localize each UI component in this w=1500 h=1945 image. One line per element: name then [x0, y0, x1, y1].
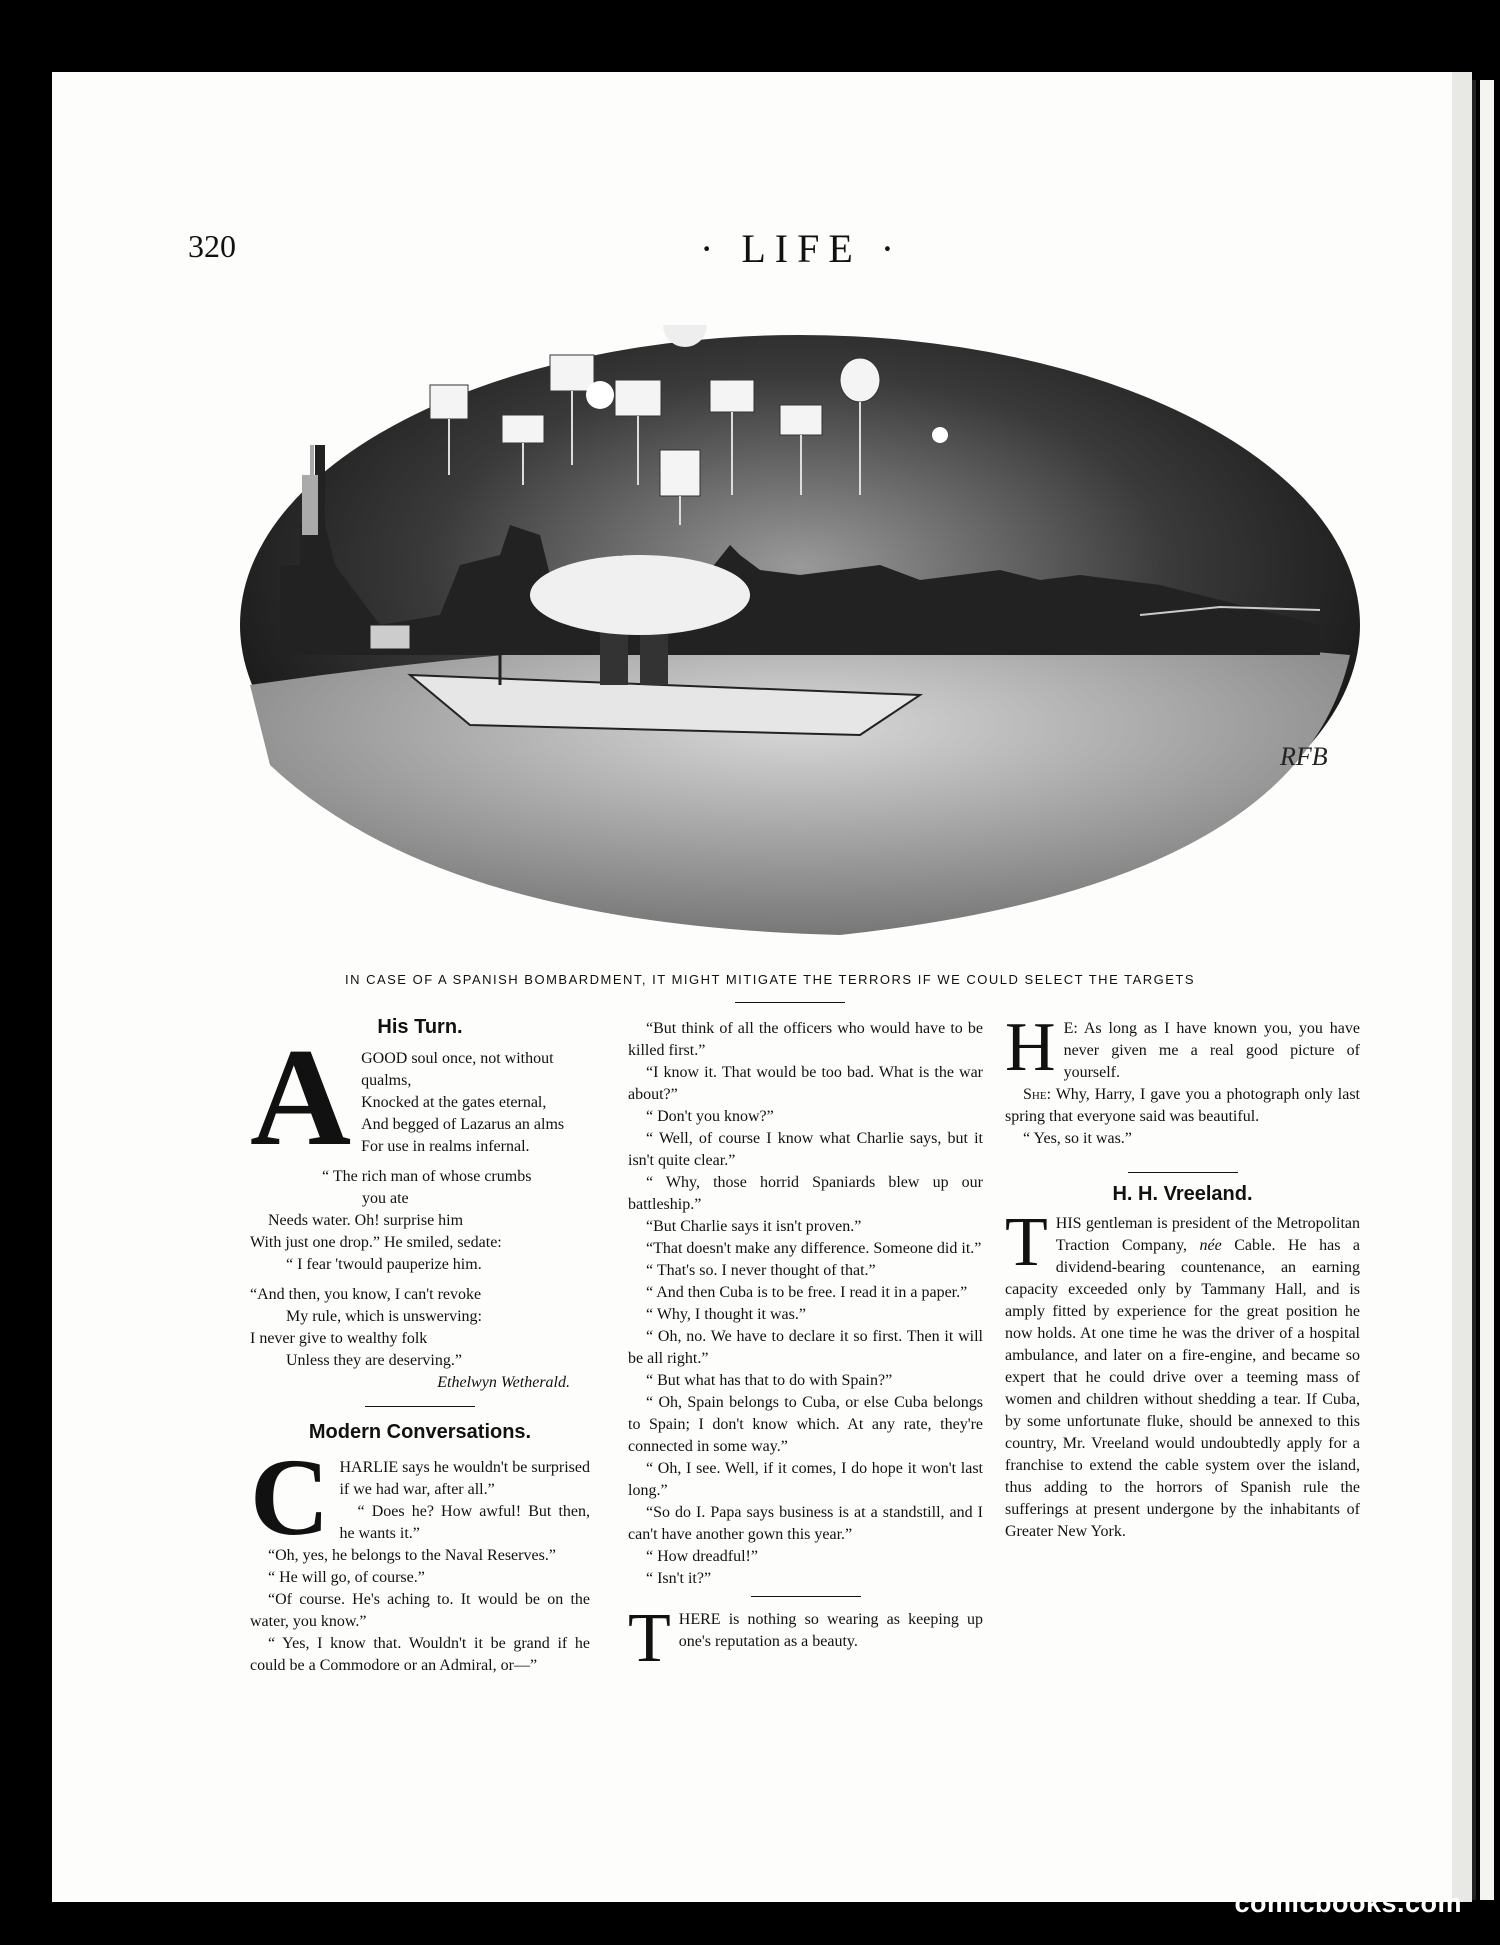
column-middle — [628, 1018, 983, 1677]
paragraph: “ That's so. I never thought of that.” — [646, 1262, 876, 1279]
paragraph: “ Yes, so it was.” — [1023, 1130, 1132, 1147]
paragraph: “ Oh, I see. Well, if it comes, I do hope it won't last long.” — [628, 1460, 983, 1499]
section-rule — [751, 1596, 861, 1597]
paragraph: “ Don't you know?” — [646, 1108, 774, 1125]
illustration-caption: IN CASE OF A SPANISH BOMBARDMENT, IT MIGHT MITIGATE THE TERRORS IF WE COULD SELECT THE TARGETS — [344, 972, 1196, 987]
poem-author: Ethelwyn Wetherald. — [437, 1374, 570, 1391]
drop-cap-t2: T — [1005, 1204, 1048, 1281]
drop-cap-t: T — [628, 1600, 671, 1677]
poem-line: And begged of Lazarus an alms — [361, 1116, 565, 1133]
vreeland-text — [1005, 1204, 1360, 1543]
section-rule — [365, 1406, 475, 1407]
drop-cap-c: C — [250, 1436, 330, 1558]
poem-line: I never give to wealthy folk — [250, 1330, 428, 1347]
paragraph: “Of course. He's aching to. It would be on the water, you know.” — [250, 1591, 590, 1630]
paragraph: “ Well, of course I know what Charlie says, but it isn't quite clear.” — [628, 1130, 983, 1169]
masthead: · LIFE · — [700, 226, 904, 271]
drop-cap-h: H — [1005, 1009, 1056, 1086]
paragraph: “So do I. Papa says business is at a standstill, and I can't have another gown this year.” — [628, 1504, 983, 1543]
watermark: comicbooks.com — [1234, 1888, 1462, 1918]
nee-word: née — [1199, 1237, 1222, 1254]
column-left — [250, 1016, 590, 1677]
speaker-label: She — [1023, 1086, 1047, 1103]
poem-line: GOOD soul once, not without qualms, — [361, 1050, 554, 1089]
bombardment-illustration — [240, 325, 1420, 945]
poem-line: With just one drop.” He smiled, sedate: — [250, 1234, 502, 1251]
modern-conversations-text — [250, 1436, 590, 1677]
paragraph: “ Isn't it?” — [646, 1570, 712, 1587]
paragraph: “ Oh, Spain belongs to Cuba, or else Cuba belongs to Spain; I don't know which. At any rate, they're connected in some way.” — [628, 1394, 983, 1455]
column-right — [1005, 1009, 1360, 1543]
vreeland-text-b: Cable. He has a dividend-bearing countenance, an earning capacity exceeded only by Tammany Hall, and is amply fitted by experience for the great position he now holds. At one time he was the driver of a hospital ambulance, and later on a fire-engine, and became so expert that he could drive over a teeming mass of women and children without shedding a tear. If Cuba, by some unfortunate fluke, should be annexed to this country, Mr. Vreeland would undoubtedly apply for a franchise to extend the cable system over the island, thus adding to the horrors of Spanish rule the sufferings at present undergone by the inhabitants of Greater New York. — [1005, 1237, 1360, 1540]
poem-line: “And then, you know, I can't revoke — [250, 1286, 482, 1303]
drop-cap-a: A — [250, 1020, 352, 1175]
paragraph: “ Oh, no. We have to declare it so first. Then it will be all right.” — [628, 1328, 983, 1367]
his-turn-title: His Turn. — [377, 1016, 463, 1038]
poem-line: For use in realms infernal. — [361, 1138, 530, 1155]
paragraph: “ Why, I thought it was.” — [646, 1306, 806, 1323]
section-rule — [1128, 1172, 1238, 1173]
poem-line: Knocked at the gates eternal, — [361, 1094, 547, 1111]
paragraph: E: As long as I have known you, you have never given me a real good picture of yourself. — [1063, 1020, 1360, 1081]
paragraph: “ And then Cuba is to be free. I read it in a paper.” — [646, 1284, 968, 1301]
paragraph: “ Yes, I know that. Wouldn't it be grand if he could be a Commodore or an Admiral, or—” — [250, 1635, 590, 1674]
paragraph: “ Why, those horrid Spaniards blew up our battleship.” — [628, 1174, 983, 1213]
paragraph: “I know it. That would be too bad. What is the war about?” — [628, 1064, 983, 1103]
paragraph: “ But what has that to do with Spain?” — [646, 1372, 893, 1389]
paragraph — [1005, 1204, 1360, 1543]
paragraph: “But think of all the officers who would have to be killed first.” — [628, 1020, 983, 1059]
paragraph: “ Does he? How awful! But then, he wants it.” — [339, 1503, 590, 1542]
paragraph: “ How dreadful!” — [646, 1548, 758, 1565]
poem-line: “ The rich man of whose crumbs — [322, 1168, 532, 1185]
poem-line: Needs water. Oh! surprise him — [268, 1212, 464, 1229]
speaker-text: : Why, Harry, I gave you a photograph only last spring that everyone said was beautiful. — [1005, 1086, 1360, 1125]
poem-line: My rule, which is unswerving: — [286, 1308, 482, 1325]
page-edge — [1452, 72, 1472, 1902]
modern-conversations-title: Modern Conversations. — [308, 1421, 532, 1443]
paragraph: “That doesn't make any difference. Someone did it.” — [646, 1240, 982, 1257]
poem-line: “ I fear 'twould pauperize him. — [286, 1256, 482, 1273]
vreeland-title: H. H. Vreeland. — [1112, 1183, 1253, 1205]
vreeland-text-a: HIS gentleman is president of the Metropolitan Traction Company, — [1055, 1215, 1360, 1254]
artist-signature: RFB — [1280, 742, 1328, 771]
paragraph: HARLIE says he wouldn't be surprised if we had war, after all.” — [339, 1459, 590, 1498]
beauty-paragraph — [628, 1600, 983, 1677]
paragraph: “Oh, yes, he belongs to the Naval Reserves.” — [268, 1547, 556, 1564]
paragraph: “But Charlie says it isn't proven.” — [646, 1218, 862, 1235]
dialogue — [1005, 1009, 1360, 1150]
caption-rule — [735, 1002, 845, 1003]
page-number: 320 — [188, 228, 236, 264]
poem-line: Unless they are deserving.” — [286, 1352, 462, 1369]
page-gutter — [1472, 80, 1476, 1900]
next-page-edge — [1480, 80, 1494, 1900]
paragraph — [1005, 1084, 1360, 1128]
paragraph: “ He will go, of course.” — [268, 1569, 425, 1586]
paragraph: HERE is nothing so wearing as keeping up one's reputation as a beauty. — [678, 1611, 983, 1650]
poem-line: you ate — [362, 1190, 409, 1207]
